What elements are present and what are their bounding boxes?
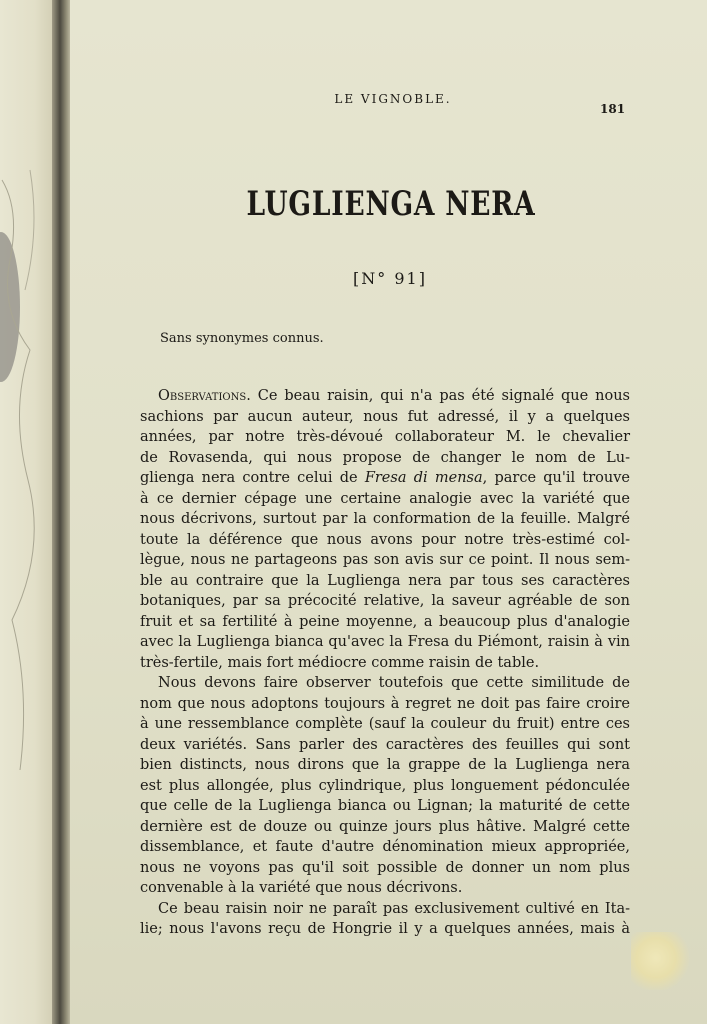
text-line: deux variétés. Sans parler des caractères des feuilles qui sont bbox=[140, 736, 630, 753]
text-line: dernière est de douze ou quinze jours plus hâtive. Malgré cette bbox=[140, 818, 630, 835]
text-line: toute la déférence que nous avons pour notre très-estimé col- bbox=[140, 531, 630, 548]
text-line: glienga nera contre celui de Fresa di mensa, parce qu'il trouve bbox=[140, 470, 630, 486]
entry-number: [N° 91] bbox=[353, 269, 427, 288]
text-line: à ce dernier cépage une certaine analogie avec la variété que bbox=[140, 490, 630, 507]
text-line: convenable à la variété que nous décrivons. bbox=[140, 880, 463, 896]
page-number: 181 bbox=[600, 102, 626, 116]
text-line: à une ressemblance complète (sauf la couleur du fruit) entre ces bbox=[140, 716, 630, 732]
facing-page-sketch-lines bbox=[0, 150, 50, 850]
synonyms-line: Sans synonymes connus. bbox=[160, 331, 324, 346]
text-line: avec la Luglienga bianca qu'avec la Fresa du Piémont, raisin à vin bbox=[140, 634, 630, 650]
text-line: bien distincts, nous dirons que la grappe de la Luglienga nera bbox=[140, 757, 630, 773]
text-line: très-fertile, mais fort médiocre comme raisin de table. bbox=[140, 654, 540, 671]
text-line: sachions par aucun auteur, nous fut adressé, il y a quelques bbox=[140, 408, 630, 425]
article-body bbox=[140, 386, 630, 940]
text-line: ble au contraire que la Luglienga nera par tous ses caractères bbox=[140, 572, 630, 589]
text-line: années, par notre très-dévoué collaborateur M. le chevalier bbox=[140, 429, 630, 445]
text-line: Ce beau raisin noir ne paraît pas exclusivement cultivé en Ita- bbox=[158, 900, 630, 917]
text-line: que celle de la Luglienga bianca ou Lignan; la maturité de cette bbox=[140, 798, 630, 814]
text-line: nom que nous adoptons toujours à regret ne doit pas faire croire bbox=[140, 695, 630, 712]
text-line: Nous devons faire observer toutefois que cette similitude de bbox=[158, 675, 630, 691]
entry-title: LUGLIENGA NERA bbox=[246, 184, 536, 224]
facing-page bbox=[0, 0, 58, 1024]
text-line: de Rovasenda, qui nous propose de changer le nom de Lu- bbox=[140, 449, 630, 466]
text-line: nous ne voyons pas qu'il soit possible de donner un nom plus bbox=[140, 859, 630, 876]
running-head: LE VIGNOBLE. bbox=[334, 92, 452, 106]
page-corner-watermark bbox=[631, 932, 693, 990]
text-line: lègue, nous ne partageons pas son avis sur ce point. Il nous sem- bbox=[140, 552, 630, 568]
text-line: est plus allongée, plus cylindrique, plus longuement pédonculée bbox=[140, 777, 630, 794]
text-line: Observations. Ce beau raisin, qui n'a pas été signalé que nous bbox=[158, 388, 630, 404]
text-line: fruit et sa fertilité à peine moyenne, a beaucoup plus d'analogie bbox=[140, 613, 630, 630]
text-line: nous décrivons, surtout par la conformation de la feuille. Malgré bbox=[140, 511, 630, 527]
book-gutter bbox=[52, 0, 72, 1024]
text-line: botaniques, par sa précocité relative, la saveur agréable de son bbox=[140, 593, 630, 609]
italic-term: Fresa di mensa bbox=[364, 470, 483, 486]
book-page bbox=[70, 0, 707, 1024]
text-line: dissemblance, et faute d'autre dénomination mieux appropriée, bbox=[140, 839, 630, 855]
observations-heading: Observations. bbox=[158, 388, 251, 404]
text-line: lie; nous l'avons reçu de Hongrie il y a quelques années, mais à bbox=[140, 921, 630, 937]
